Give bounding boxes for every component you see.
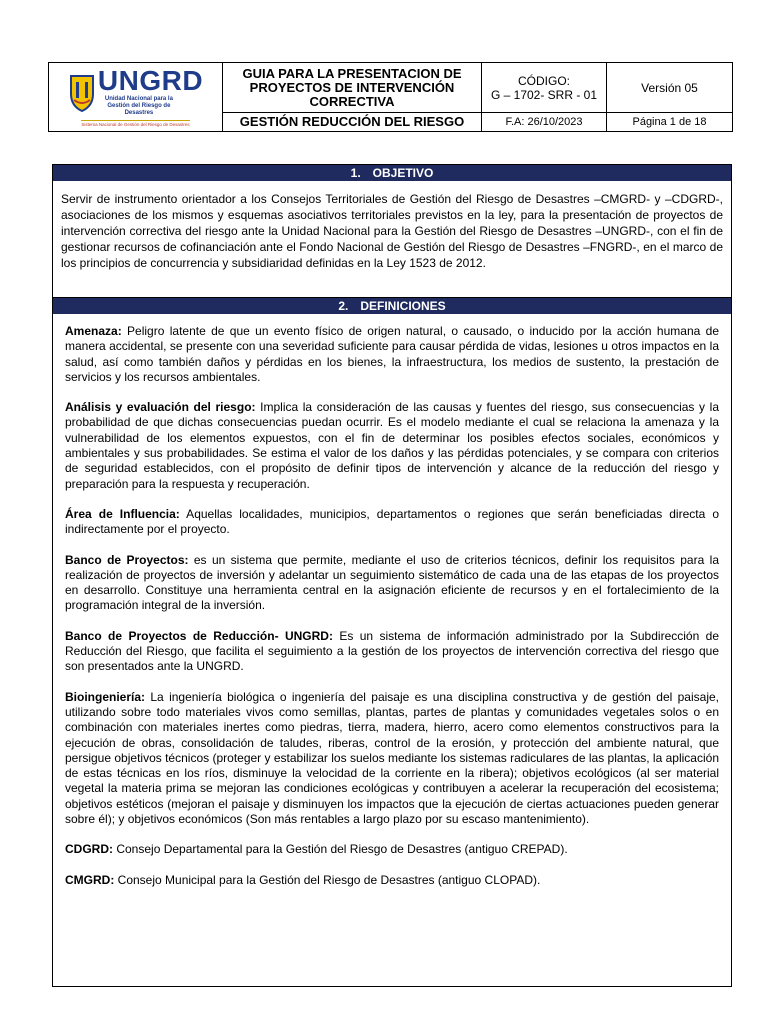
definition-text: Implica la consideración de las causas y fuentes del riesgo, sus consecuencias y la probabilidad de que dichas consecuencias puedan ocurrir. Es el modelo mediante el cual se relaciona la amenaza y la vulnerabilidad de los elementos expuestos, con el fin de determinar los posibles efectos sociales, económicos y ambientales y sus probabilidades. Se estima el valor de los daños y las pérdidas potenciales, y se compara con criterios de seguridad establecidos, con el propósito de definir tipos de intervención y alcance de la reducción del riesgo y preparación para la respuesta y recuperación. xyxy=(65,400,720,491)
definition-item xyxy=(65,324,719,385)
definition-term: Banco de Proyectos: xyxy=(65,552,189,567)
definition-term: CMGRD: xyxy=(65,872,115,887)
version-label: Versión 05 xyxy=(607,63,733,113)
definition-item xyxy=(65,553,719,614)
definitions-list xyxy=(53,314,731,888)
definition-item xyxy=(65,690,719,828)
section-number: 1. xyxy=(350,166,361,180)
definition-text: Consejo Departamental para la Gestión del Riesgo de Desastres (antiguo CREPAD). xyxy=(113,842,568,857)
document-body xyxy=(52,164,732,987)
section-number: 2. xyxy=(338,299,349,313)
definition-term: Análisis y evaluación del riesgo: xyxy=(65,400,256,415)
code-cell xyxy=(482,63,607,113)
definition-term: Bioingeniería: xyxy=(65,689,146,704)
objetivo-text: Servir de instrumento orientador a los Consejos Territoriales de Gestión del Riesgo de Desastres –CMGRD- y –CDGRD-, asociaciones de los mismos y esquemas asociativos territoriales previstos en la ley, para la presentación de proyectos de intervención correctiva del riesgo ante la Unidad Nacional para la Gestión del Riesgo de Desastres –UNGRD-, con el fin de gestionar recursos de cofinanciación ante el Fondo Nacional de Gestión del Riesgo de Desastres –FNGRD-, en el marco de los principios de concurrencia y subsidiaridad definidas en la Ley 1523 de 2012. xyxy=(53,181,731,298)
section-title: OBJETIVO xyxy=(372,166,434,180)
definition-term: Área de Influencia: xyxy=(65,506,180,521)
logo-tagline: Sistema Nacional de Gestión del Riesgo de Desastres xyxy=(81,122,190,127)
definition-text: Peligro latente de que un evento físico de origen natural, o causado, o inducido por la acción humana de manera accidental, se presente con una severidad suficiente para causar pérdida de vidas, lesiones u otros impactos en la salud, así como también daños y pérdidas en los bienes, la infraestructura, los medios de sustento, la prestación de servicios y los recursos ambientales. xyxy=(65,324,719,384)
definition-term: CDGRD: xyxy=(65,842,113,857)
code-label: CÓDIGO: xyxy=(517,73,570,88)
definition-item xyxy=(65,629,719,675)
logo-subtitle: Unidad Nacional para la Gestión del Riesgo de Desastres xyxy=(104,96,173,116)
shield-icon xyxy=(68,72,96,112)
definition-term: Banco de Proyectos de Reducción- UNGRD: xyxy=(65,628,333,643)
definition-item xyxy=(65,873,719,888)
definition-text: Aquellas localidades, municipios, departamentos o regiones que serán beneficiadas directa o indirectamente por el proyecto. xyxy=(65,506,719,537)
definition-item xyxy=(65,842,719,857)
definition-item xyxy=(65,507,719,538)
ungrd-logo xyxy=(49,64,222,130)
document-title: GUIA PARA LA PRESENTACION DE PROYECTOS DE INTERVENCIÓN CORRECTIVA xyxy=(223,63,482,113)
definition-term: Amenaza: xyxy=(65,324,122,338)
section-header-definiciones xyxy=(53,298,731,314)
section-header-objetivo xyxy=(53,165,731,181)
definition-text: es un sistema que permite, mediante el uso de criterios técnicos, definir los requisitos para la realización de proyectos de inversión y adelantar un seguimiento sistemático de cada una de las etapas de los proyectos en desarrollo. Constituye una herramienta central en la asignación eficiente de recursos y en el fortalecimiento de la programación integral de la inversión. xyxy=(65,552,719,613)
definition-text: Consejo Municipal para la Gestión del Riesgo de Desastres (antiguo CLOPAD). xyxy=(114,872,541,887)
definition-item xyxy=(65,400,719,492)
logo-title: UNGRD xyxy=(97,65,204,96)
definition-text: Es un sistema de información administrado por la Subdirección de Reducción del Riesgo, que facilita el seguimiento a la gestión de los proyectos de intervención correctiva del riesgo que son presentados ante la UNGRD. xyxy=(65,628,719,674)
code-value: G – 1702- SRR - 01 xyxy=(490,87,598,102)
section-title: DEFINICIONES xyxy=(360,299,446,313)
document-subtitle: GESTIÓN REDUCCIÓN DEL RIESGO xyxy=(223,113,482,132)
page-number: Página 1 de 18 xyxy=(607,113,733,132)
date-label: F.A: 26/10/2023 xyxy=(482,113,607,132)
logo-cell xyxy=(49,63,223,132)
definition-text: La ingeniería biológica o ingeniería del paisaje es una disciplina constructiva y de gestión del paisaje, utilizando sobre todo materiales vivos como semillas, plantas, partes de plantas y comunidades vegetales solos o en combinación con materiales inertes como piedras, tierra, madera, hierro, acero como elementos constructivos para la ejecución de obras, consolidación de taludes, riberas, control de la erosión, y protección del ambiente natural, que persigue objetivos técnicos (proteger y estabilizar los suelos mediante los sistemas radiculares de las plantas, la aplicación de estas técnicas en los ríos, disminuye la velocidad de la corriente en la ribera); objetivos ecológicos (al ser material vegetal la materia prima se mejoran las condiciones ecológicas y contribuyen a acelerar la recuperación del ecosistema; objetivos estéticos (mejoran el paisaje y disminuyen los impactos que la ejecución de ciertas actuaciones pueden generar sobre él); y objetivos económicos (Son más rentables a largo plazo por su escaso mantenimiento). xyxy=(65,689,719,827)
document-header xyxy=(48,62,733,132)
